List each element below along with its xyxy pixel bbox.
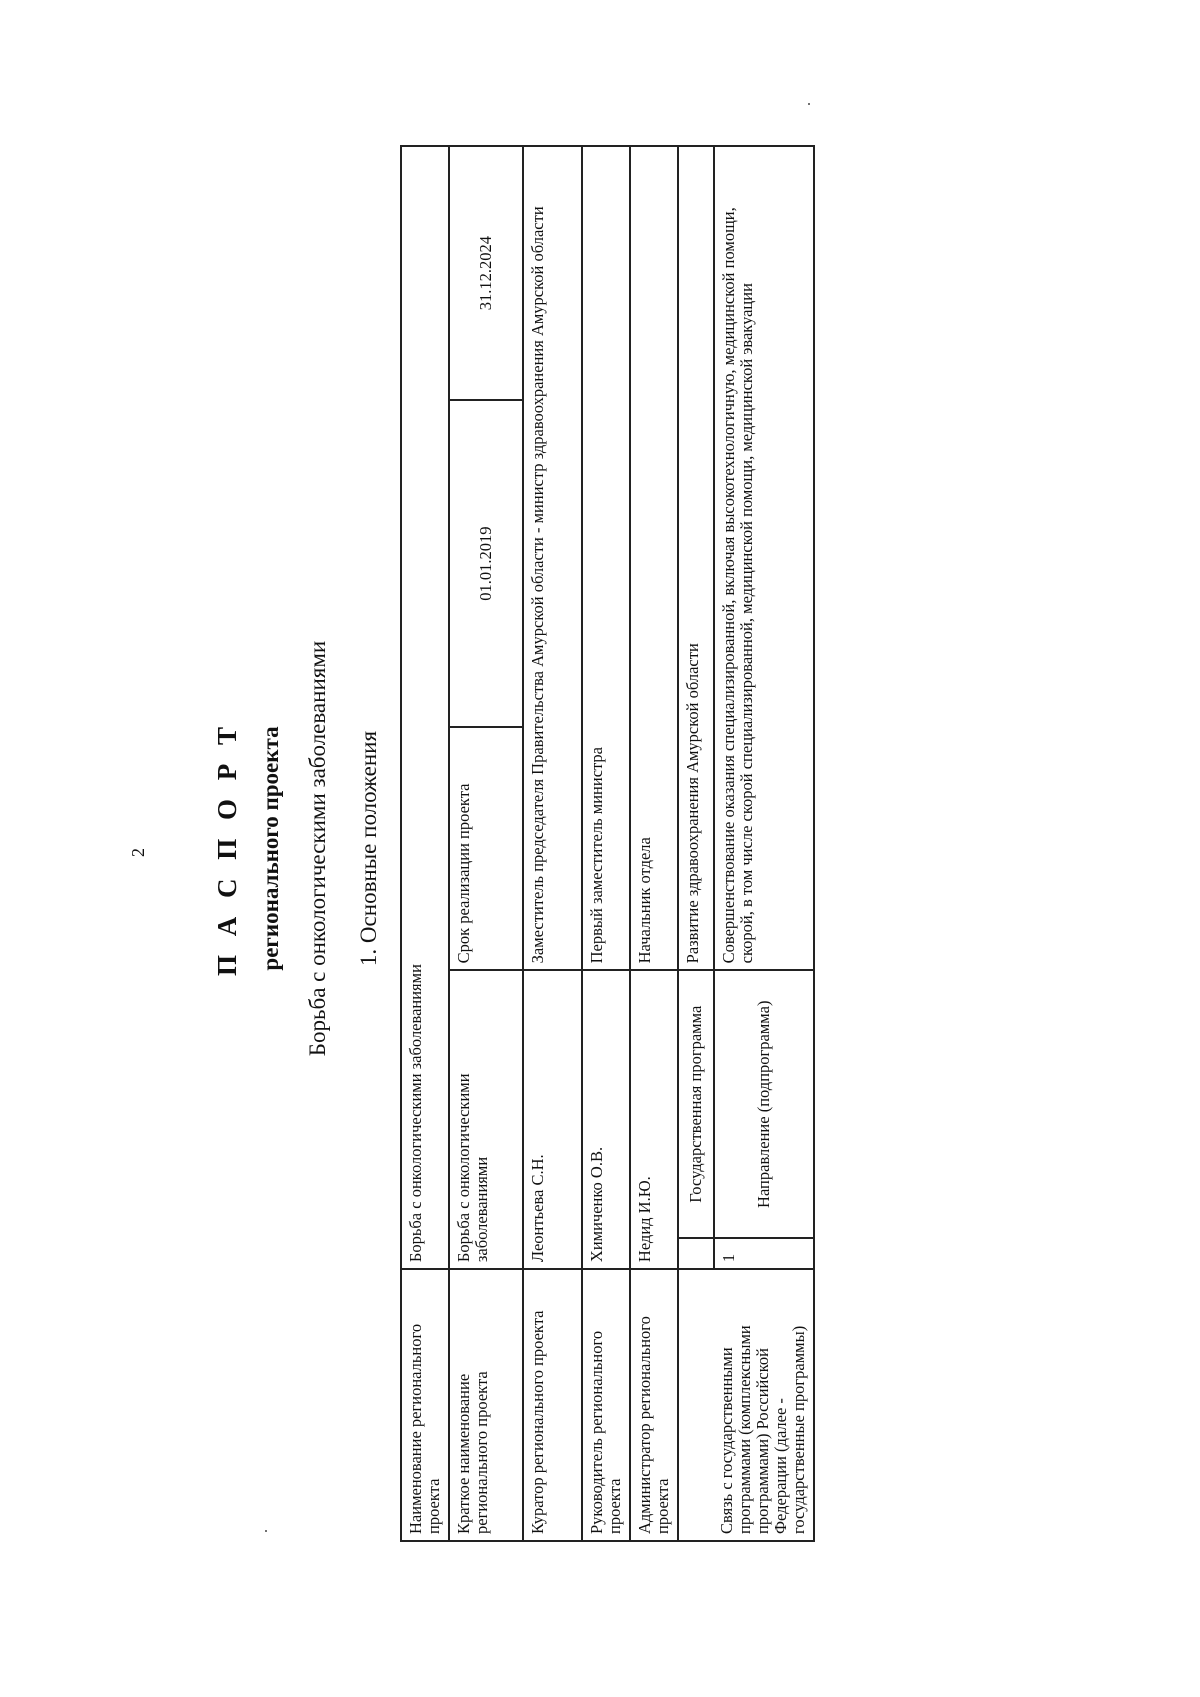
- state-program-label: Государственная программа: [678, 970, 714, 1238]
- direction-number: 1: [714, 1238, 814, 1269]
- table-row: [582, 146, 630, 1541]
- head-position: Первый заместитель министра: [582, 146, 630, 970]
- table-row: [401, 146, 449, 1541]
- table-row: [678, 146, 714, 1541]
- document-title: П А С П О Р Т: [212, 721, 242, 977]
- empty-cell: [678, 1238, 714, 1269]
- direction-value: Совершенствование оказания специализированной, включая высокотехнологичную, медицинской помощи, скорой, в том числе скорой специализированной, медицинской помощи, медицинской эвакуации: [714, 146, 814, 970]
- row-label-admin: Администратор регионального проекта: [630, 1269, 678, 1541]
- curator-position: Заместитель председателя Правительства Амурской области - министр здравоохранения Амурской области: [523, 146, 582, 970]
- project-full-name: Борьба с онкологическими заболеваниями: [401, 146, 449, 1269]
- term-label: Срок реализации проекта: [449, 727, 523, 970]
- document-subtitle: регионального проекта: [258, 726, 283, 971]
- table-row: [523, 146, 582, 1541]
- curator-name: Леонтьева С.Н.: [523, 970, 582, 1269]
- passport-table: [400, 145, 815, 1542]
- section-title: 1. Основные положения: [356, 730, 381, 967]
- table-row: [630, 146, 678, 1541]
- row-label-curator: Куратор регионального проекта: [523, 1269, 582, 1541]
- admin-position: Начальник отдела: [630, 146, 678, 970]
- row-label-short-name: Краткое наименование регионального проекта: [449, 1269, 523, 1541]
- term-start-date: 01.01.2019: [449, 400, 523, 727]
- row-label-program-link: Связь с государственными программами (комплексными программами) Российской Федерации (далее - государственные программы): [678, 1269, 814, 1541]
- table-row: [449, 146, 523, 1541]
- direction-label: Направление (подпрограмма): [714, 970, 814, 1238]
- row-label-head: Руководитель регионального проекта: [582, 1269, 630, 1541]
- project-short-name: Борьба с онкологическими заболеваниями: [449, 970, 523, 1269]
- page-number: 2: [128, 848, 148, 857]
- head-name: Химиченко О.В.: [582, 970, 630, 1269]
- row-label-name: Наименование регионального проекта: [401, 1269, 449, 1541]
- admin-name: Недид И.Ю.: [630, 970, 678, 1269]
- project-name: Борьба с онкологическими заболеваниями: [305, 640, 330, 1057]
- term-end-date: 31.12.2024: [449, 146, 523, 400]
- state-program-value: Развитие здравоохранения Амурской области: [678, 146, 714, 970]
